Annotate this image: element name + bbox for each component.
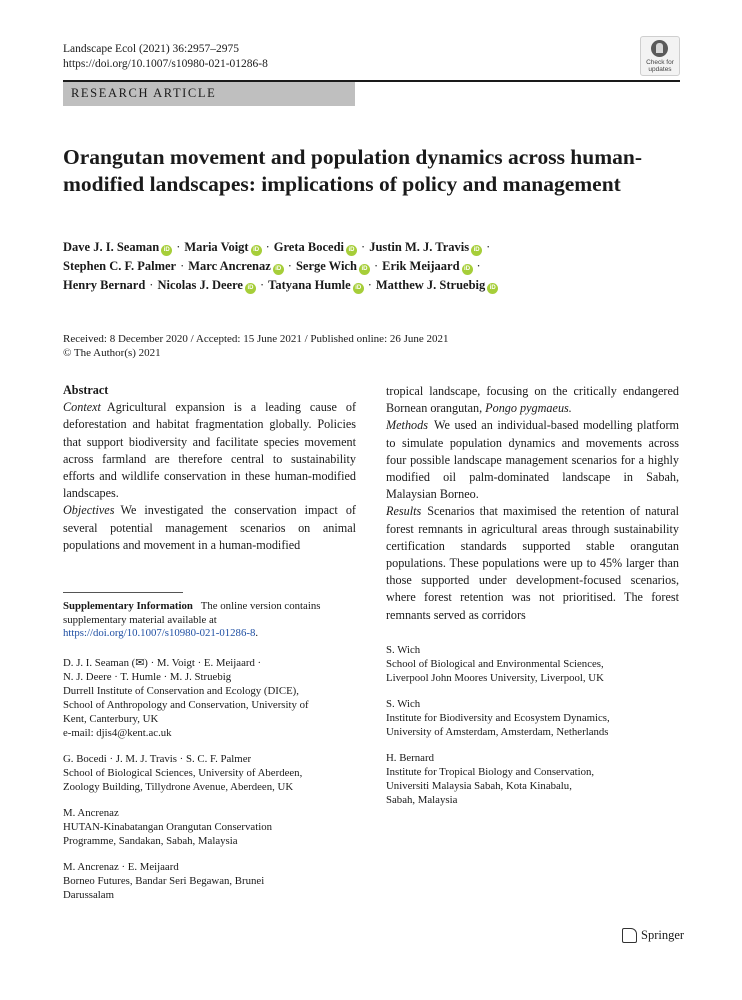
author-name[interactable]: Tatyana Humle — [268, 278, 351, 292]
author-name[interactable]: Justin M. J. Travis — [369, 240, 470, 254]
affiliation-line: S. Wich — [386, 698, 421, 710]
affiliations-left — [63, 656, 356, 914]
copyright-line: © The Author(s) 2021 — [63, 347, 161, 359]
dates-line: Received: 8 December 2020 / Accepted: 15 June 2021 / Published online: 26 June 2021 — [63, 333, 449, 345]
author-name[interactable]: Serge Wich — [295, 259, 357, 273]
affiliation-line: Darussalam — [63, 889, 114, 901]
publisher-name: Springer — [641, 928, 685, 942]
affiliation-line: Programme, Sandakan, Sabah, Malaysia — [63, 835, 238, 847]
author-separator: · — [149, 278, 154, 292]
article-title: Orangutan movement and population dynamics across human-modified landscapes: implications of policy and management — [63, 145, 642, 196]
affiliation-line: S. Wich — [386, 644, 421, 656]
affiliation-line: H. Bernard — [386, 752, 434, 764]
journal-citation: Landscape Ecol (2021) 36:2957–2975 — [63, 43, 239, 55]
methods-text: We used an individual-based modelling platform to simulate population dynamics and movements across four possible landscape management scenarios for a highly modified oil palm-dominated landscape in Sabah, Malaysian Borneo. — [386, 418, 679, 502]
affiliation-line: Universiti Malaysia Sabah, Kota Kinabalu, — [386, 780, 572, 792]
affiliation-block — [63, 752, 356, 794]
orcid-icon[interactable]: iD — [471, 245, 482, 256]
affiliation-block — [63, 860, 356, 902]
author-separator: · — [176, 240, 181, 254]
supplementary-end: . — [255, 627, 259, 639]
author-name[interactable]: Stephen C. F. Palmer — [63, 259, 177, 273]
author-separator: · — [486, 240, 491, 254]
author-separator: · — [367, 278, 372, 292]
publication-dates — [63, 332, 449, 360]
affiliation-line: N. J. Deere · T. Humle · M. J. Struebig — [63, 671, 232, 683]
supplementary-label: Supplementary Information — [63, 600, 193, 612]
affiliation-line: Liverpool John Moores University, Liverpool, UK — [386, 672, 604, 684]
check-for-updates-badge[interactable] — [640, 36, 680, 76]
affiliation-line: School of Biological Sciences, University of Aberdeen, — [63, 767, 303, 779]
crossmark-icon — [651, 40, 668, 57]
affiliation-line: G. Bocedi · J. M. J. Travis · S. C. F. Palmer — [63, 753, 252, 765]
orcid-icon[interactable]: iD — [353, 283, 364, 294]
affiliation-line: University of Amsterdam, Amsterdam, Netherlands — [386, 726, 609, 738]
orcid-icon[interactable]: iD — [487, 283, 498, 294]
objectives-text: We investigated the conservation impact of several potential management scenarios on animal populations and movement in a human-modified — [63, 503, 356, 552]
affiliation-block — [386, 643, 679, 685]
affiliation-line: School of Biological and Environmental Sciences, — [386, 658, 604, 670]
author-name[interactable]: Maria Voigt — [184, 240, 249, 254]
affiliation-line: School of Anthropology and Conservation, University of — [63, 699, 309, 711]
affiliation-line: HUTAN-Kinabatangan Orangutan Conservation — [63, 821, 273, 833]
footnote-rule — [63, 592, 183, 593]
author-separator: · — [373, 259, 379, 273]
author-name[interactable]: Erik Meijaard — [382, 259, 460, 273]
affiliation-block — [386, 697, 679, 739]
context-text: Agricultural expansion is a leading cause of deforestation and habitat fragmentation globally. Policies that support biodiversity and facilitate species movement across farmland are therefore central to sustainability efforts and wildlife conservation in these human-modified landscapes. — [63, 400, 356, 501]
section-label: RESEARCH ARTICLE — [71, 86, 217, 100]
supplementary-info — [63, 600, 356, 641]
orcid-icon[interactable]: iD — [462, 264, 473, 275]
journal-header — [63, 42, 268, 72]
abstract-left-column — [63, 382, 356, 554]
springer-horse-icon — [622, 928, 637, 943]
author-name[interactable]: Dave J. I. Seaman — [63, 240, 160, 254]
context-label: Context — [63, 400, 101, 415]
affiliation-line: Institute for Biodiversity and Ecosystem Dynamics, — [386, 712, 610, 724]
section-banner — [63, 82, 355, 106]
author-separator: · — [265, 240, 270, 254]
author-name[interactable]: Greta Bocedi — [273, 240, 345, 254]
affiliation-line: M. Ancrenaz — [63, 807, 119, 819]
author-separator: · — [287, 259, 292, 273]
affiliations-right — [386, 643, 679, 819]
author-name[interactable]: Henry Bernard — [63, 278, 146, 292]
results-label: Results — [386, 504, 422, 519]
supplementary-text: The online version contains supplementary material available at — [63, 600, 321, 626]
objectives-text-continued: tropical landscape, focusing on the critically endangered Bornean orangutan, — [386, 384, 679, 416]
supplementary-link[interactable]: https://doi.org/10.1007/s10980-021-01286-8 — [63, 627, 256, 639]
author-separator: · — [361, 240, 366, 254]
abstract-heading: Abstract — [63, 383, 109, 397]
orcid-icon[interactable]: iD — [359, 264, 370, 275]
badge-line2: updates — [648, 66, 672, 73]
methods-label: Methods — [386, 418, 428, 433]
affiliation-line: Institute for Tropical Biology and Conservation, — [386, 766, 595, 778]
abstract-right-column — [386, 383, 679, 624]
objectives-label: Objectives — [63, 503, 115, 518]
affiliation-line: Kent, Canterbury, UK — [63, 713, 159, 725]
affiliation-line: D. J. I. Seaman (✉) · M. Voigt · E. Meijaard · — [63, 657, 262, 669]
affiliation-line: Durrell Institute of Conservation and Ecology (DICE), — [63, 685, 299, 697]
author-separator: · — [476, 259, 481, 273]
author-separator: · — [259, 278, 265, 292]
species-name: Pongo pygmaeus. — [485, 401, 572, 416]
affiliation-block — [63, 656, 356, 740]
affiliation-block — [63, 806, 356, 848]
results-text: Scenarios that maximised the retention of natural forest remnants in agricultural areas through sustainability certification standards supported stable orangutan populations. These populations were up to 45% larger than those supported under development-focused scenarios, where forest retention was not prioritised. The forest remnants served as corridors — [386, 504, 679, 622]
author-name[interactable]: Matthew J. Struebig — [375, 278, 486, 292]
author-name[interactable]: Nicolas J. Deere — [157, 278, 243, 292]
journal-doi[interactable]: https://doi.org/10.1007/s10980-021-01286-8 — [63, 58, 268, 70]
orcid-icon[interactable]: iD — [245, 283, 256, 294]
author-separator: · — [180, 259, 185, 273]
affiliation-line: M. Ancrenaz · E. Meijaard — [63, 861, 179, 873]
publisher-logo — [622, 928, 684, 943]
affiliation-line: Borneo Futures, Bandar Seri Begawan, Brunei — [63, 875, 265, 887]
affiliation-line: Sabah, Malaysia — [386, 794, 458, 806]
affiliation-line: Zoology Building, Tillydrone Avenue, Aberdeen, UK — [63, 781, 294, 793]
orcid-icon[interactable]: iD — [346, 245, 357, 256]
affiliation-block — [386, 751, 679, 807]
orcid-icon[interactable]: iD — [273, 264, 284, 275]
affiliation-line: e-mail: djis4@kent.ac.uk — [63, 727, 172, 739]
author-list — [63, 238, 683, 295]
author-name[interactable]: Marc Ancrenaz — [188, 259, 271, 273]
orcid-icon[interactable]: iD — [251, 245, 262, 256]
badge-line1: Check for — [646, 59, 674, 66]
orcid-icon[interactable]: iD — [161, 245, 172, 256]
